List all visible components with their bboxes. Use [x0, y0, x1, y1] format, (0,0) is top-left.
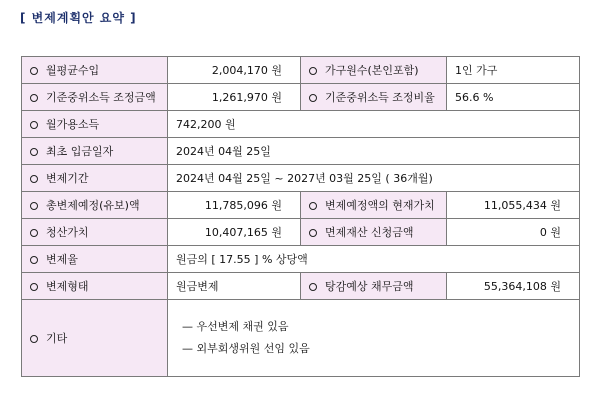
- label-present-value: 변제예정액의 현재가치: [325, 199, 435, 212]
- label-other: 기타: [46, 332, 68, 345]
- table-row: [22, 138, 580, 165]
- table-row: [22, 111, 580, 138]
- value-monthly-income: 2,004,170 원: [168, 57, 301, 84]
- table-row: [22, 219, 580, 246]
- value-median-income-adjusted: 1,261,970 원: [168, 84, 301, 111]
- label-cell: [22, 246, 168, 273]
- circle-bullet-icon: [30, 148, 38, 156]
- label-disposable-income: 월가용소득: [46, 118, 100, 131]
- value-total-repayment: 11,785,096 원: [168, 192, 301, 219]
- label-repayment-period: 변제기간: [46, 172, 89, 185]
- circle-bullet-icon: [309, 229, 317, 237]
- circle-bullet-icon: [30, 229, 38, 237]
- value-first-deposit-date: 2024년 04월 25일: [168, 138, 580, 165]
- value-liquidation-value: 10,407,165 원: [168, 219, 301, 246]
- label-expected-debt-discharge: 탕감예상 채무금액: [325, 280, 414, 293]
- value-present-value: 11,055,434 원: [447, 192, 580, 219]
- label-cell: [22, 219, 168, 246]
- label-cell: [22, 138, 168, 165]
- label-cell: [22, 165, 168, 192]
- label-monthly-income: 월평균수입: [46, 64, 100, 77]
- value-repayment-rate: 원금의 [ 17.55 ] % 상당액: [168, 246, 580, 273]
- label-cell: [22, 300, 168, 377]
- label-cell: [301, 57, 447, 84]
- label-median-income-adjusted: 기준중위소득 조정금액: [46, 91, 156, 104]
- circle-bullet-icon: [30, 256, 38, 264]
- circle-bullet-icon: [30, 283, 38, 291]
- label-cell: [22, 192, 168, 219]
- label-first-deposit-date: 최초 입금일자: [46, 145, 114, 158]
- label-cell: [22, 111, 168, 138]
- label-cell: [22, 57, 168, 84]
- value-repayment-period: 2024년 04월 25일 ~ 2027년 03월 25일 ( 36개월): [168, 165, 580, 192]
- label-cell: [301, 273, 447, 300]
- label-repayment-type: 변제형태: [46, 280, 89, 293]
- table-row: [22, 165, 580, 192]
- label-liquidation-value: 청산가치: [46, 226, 89, 239]
- value-repayment-type: 원금변제: [168, 273, 301, 300]
- label-household-size: 가구원수(본인포함): [325, 64, 419, 77]
- table-row: [22, 57, 580, 84]
- label-cell: [22, 273, 168, 300]
- circle-bullet-icon: [309, 202, 317, 210]
- circle-bullet-icon: [30, 67, 38, 75]
- label-cell: [301, 192, 447, 219]
- circle-bullet-icon: [30, 175, 38, 183]
- value-median-income-ratio: 56.6 %: [447, 84, 580, 111]
- circle-bullet-icon: [30, 335, 38, 343]
- circle-bullet-icon: [30, 94, 38, 102]
- table-row: [22, 246, 580, 273]
- table-row: [22, 300, 580, 377]
- note-external-commissioner: — 외부회생위원 선임 있음: [182, 342, 310, 355]
- label-cell: [22, 84, 168, 111]
- label-cell: [301, 219, 447, 246]
- table-row: [22, 273, 580, 300]
- circle-bullet-icon: [309, 94, 317, 102]
- note-priority-claim: — 우선변제 채권 있음: [182, 320, 289, 333]
- summary-table: [21, 56, 580, 377]
- label-total-repayment: 총변제예정(유보)액: [46, 199, 140, 212]
- circle-bullet-icon: [309, 283, 317, 291]
- label-exempt-property: 면제재산 신청금액: [325, 226, 414, 239]
- value-disposable-income: 742,200 원: [168, 111, 580, 138]
- value-exempt-property: 0 원: [447, 219, 580, 246]
- circle-bullet-icon: [309, 67, 317, 75]
- label-median-income-ratio: 기준중위소득 조정비율: [325, 91, 435, 104]
- page-title: [ 변제계획안 요약 ]: [20, 11, 137, 25]
- table-row: [22, 192, 580, 219]
- circle-bullet-icon: [30, 121, 38, 129]
- value-expected-debt-discharge: 55,364,108 원: [447, 273, 580, 300]
- table-row: [22, 84, 580, 111]
- label-cell: [301, 84, 447, 111]
- circle-bullet-icon: [30, 202, 38, 210]
- value-household-size: 1인 가구: [447, 57, 580, 84]
- value-other: [168, 300, 580, 377]
- label-repayment-rate: 변제율: [46, 253, 78, 266]
